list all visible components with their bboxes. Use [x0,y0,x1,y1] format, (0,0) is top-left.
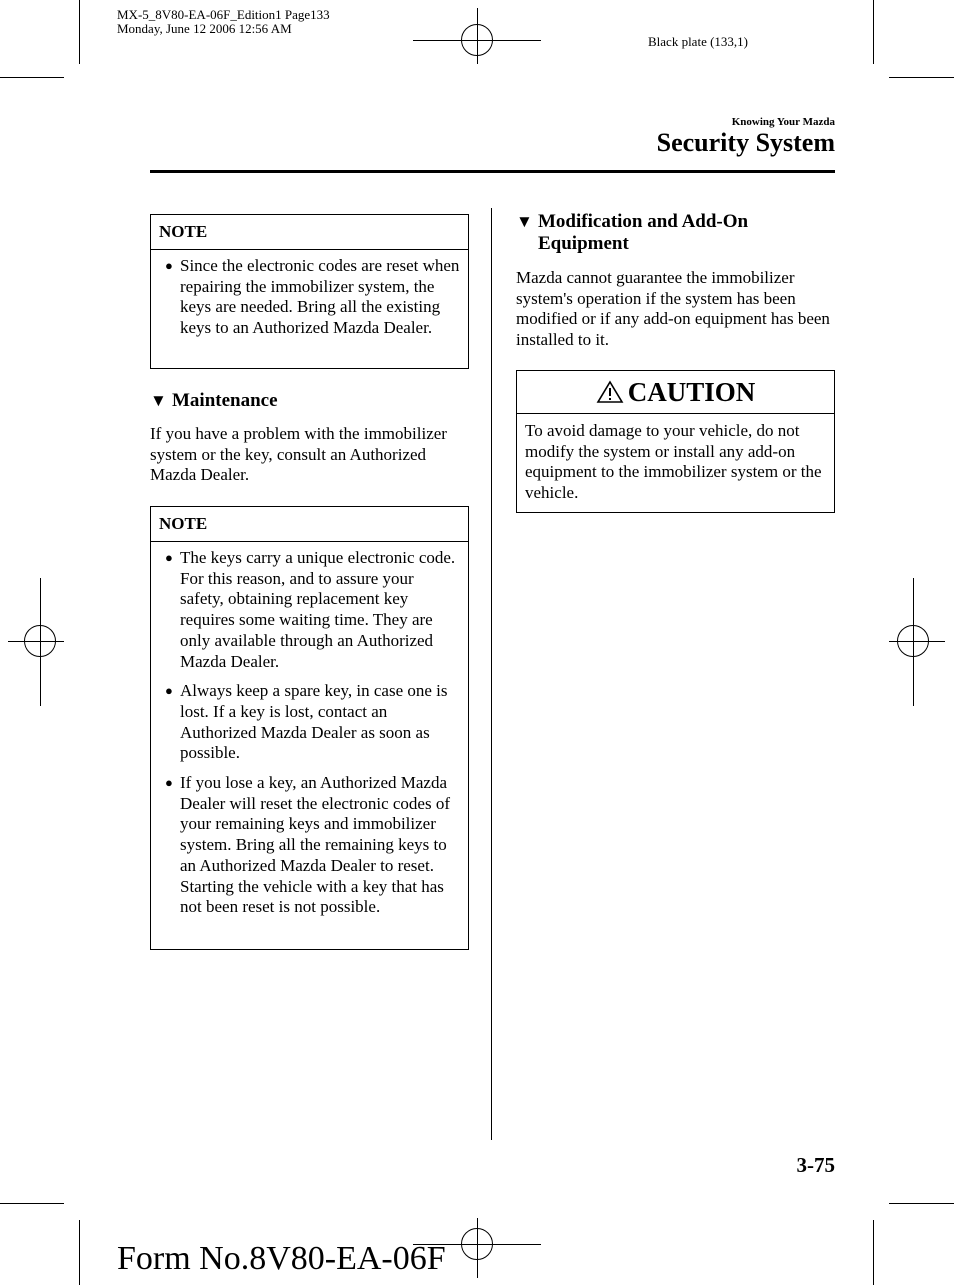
maintenance-heading-text: Maintenance [172,390,278,411]
note-bullet [159,548,460,672]
caution-text: To avoid damage to your vehicle, do not modify the system or install any add-on equipment to the immobilizer system or the vehicle. [525,421,822,503]
heading-marker-icon: ▼ [150,391,167,410]
bullet-dot: ● [165,683,173,699]
bullet-dot: ● [165,550,173,565]
print-date-line: Monday, June 12 2006 12:56 AM [117,21,292,36]
note-title: NOTE [151,507,468,542]
note-box-2 [150,506,469,950]
caution-box [516,370,835,513]
bullet-dot: ● [165,775,173,791]
modification-heading-line1: Modification and Add-On [538,211,749,232]
section-label: Knowing Your Mazda [731,116,835,128]
plate-label: Black plate (133,1) [648,34,748,49]
chapter-title: Security System [656,128,835,157]
heading-marker-icon: ▼ [516,212,533,231]
print-file-line: MX-5_8V80-EA-06F_Edition1 Page133 [117,7,330,22]
caution-title: CAUTION [627,377,756,407]
note-bullet [159,256,460,339]
modification-heading-line2: Equipment [538,233,629,254]
bullet-dot: ● [165,258,173,273]
note-bullet [159,681,460,764]
title-rule [150,170,835,173]
form-number: Form No.8V80-EA-06F [117,1240,446,1277]
print-meta [117,8,330,36]
page-number: 3-75 [796,1153,835,1177]
modification-text: Mazda cannot guarantee the immobilizer system's operation if the system has been modified or if any add-on equipment has been installed to it. [516,268,830,350]
note-bullet [159,773,460,918]
maintenance-heading [150,390,278,412]
note-bullet-text: If you lose a key, an Authorized Mazda Dealer will reset the electronic codes of your remaining keys and immobilizer system. Bring all the remaining keys to an Authorized Mazda Dealer to reset. Starting the vehicle with a key that has not been reset is not possible. [180,773,450,917]
modification-heading [516,211,835,255]
note-title: NOTE [151,215,468,250]
note-box-1 [150,214,469,369]
note-bullet-text: The keys carry a unique electronic code. For this reason, and to assure your safety, obtaining replacement key requires some waiting time. They are only available through an Authorized Mazda Dealer. [180,548,456,671]
maintenance-text: If you have a problem with the immobilizer system or the key, consult an Authorized Mazda Dealer. [150,424,447,485]
column-divider [491,208,492,1140]
warning-triangle-icon [596,380,624,404]
note-bullet-text: Since the electronic codes are reset when repairing the immobilizer system, the keys are needed. Bring all the existing keys to an Authorized Mazda Dealer. [180,256,460,338]
caution-header [517,371,834,414]
note-bullet-text: Always keep a spare key, in case one is lost. If a key is lost, contact an Authorized Mazda Dealer as soon as possible. [180,681,448,763]
